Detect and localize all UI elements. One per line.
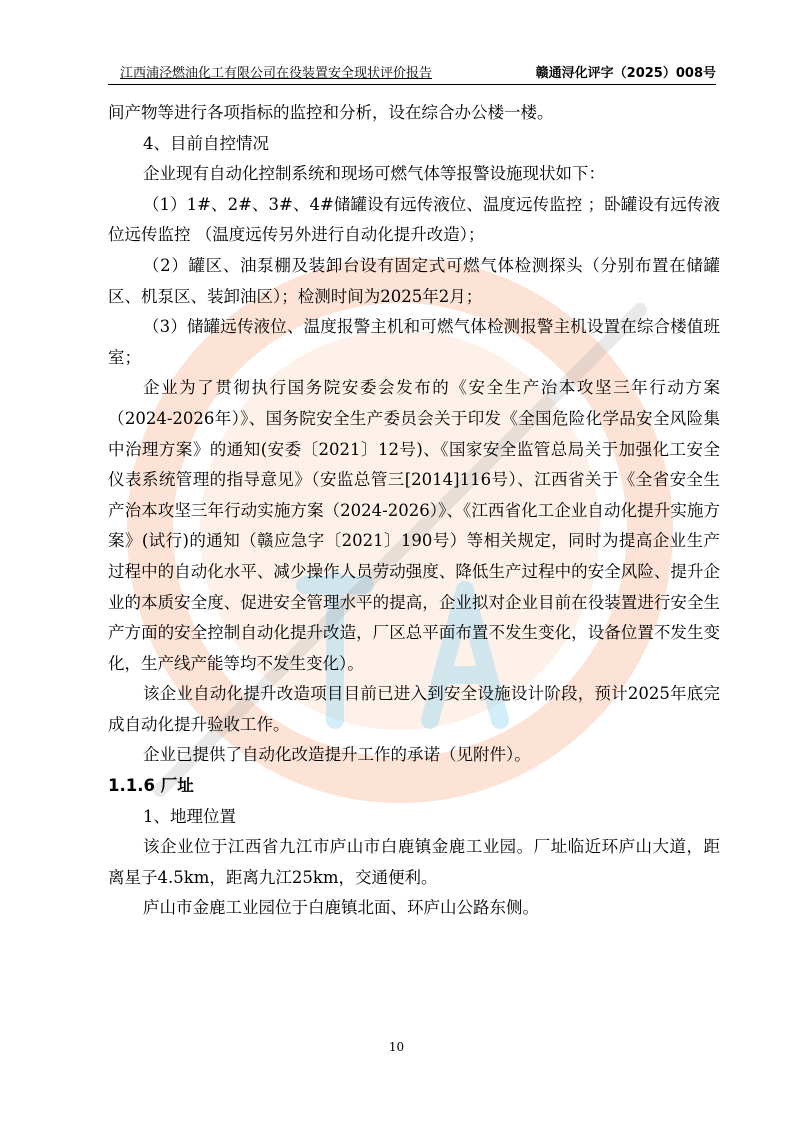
list-item-3: （3）储罐远传液位、温度报警主机和可燃气体检测报警主机设置在综合楼值班室；	[108, 317, 720, 367]
page-header	[108, 64, 716, 85]
paragraph-industrial-park: 庐山市金鹿工业园位于白鹿镇北面、环庐山公路东侧。	[143, 898, 539, 918]
paragraph-regulations: 企业为了贯彻执行国务院安委会发布的《安全生产治本攻坚三年行动方案（2024-2026年）》、国务院安全生产委员会关于印发《全国危险化学品安全风险集中治理方案》的通知(安委〔2021〕12号)、《国家安全监管总局关于加强化工安全仪表系统管理的指导意见》（安监总管三[2014]116号）、江西省关于《全省安全生产治本攻坚三年行动实施方案（2024-2026）》、《江西省化工企业自动化提升实施方案》(试行)的通知（赣应急字〔2021〕190号）等相关规定，同时为提高企业生产过程中的自动化水平、减少操作人员劳动强度、降低生产过程中的安全风险、提升企业的本质安全度、促进安全管理水平的提高，企业拟对企业目前在役装置进行安全生产方面的安全控制自动化提升改造，厂区总平面布置不发生变化，设备位置不发生变化，生产线产能等均不发生变化）。	[108, 378, 720, 673]
subheading-location: 1、地理位置	[143, 806, 236, 826]
paragraph-intro: 企业现有自动化控制系统和现场可燃气体等报警设施现状如下：	[143, 164, 605, 184]
paragraph-location: 该企业位于江西省九江市庐山市白鹿镇金鹿工业园。厂址临近环庐山大道，距离星子4.5km，距离九江25km，交通便利。	[108, 837, 720, 887]
list-item-1: （1）1#、2#、3#、4#储罐设有远传液位、温度远传监控 ；卧罐设有远传液位远传监控 （温度远传另外进行自动化提升改造）；	[108, 194, 720, 245]
list-item-2: （2）罐区、油泵棚及装卸台设有固定式可燃气体检测探头（分别布置在储罐区、机泵区、装卸油区）；检测时间为2025年2月；	[108, 255, 720, 306]
header-report-number: 赣通浔化评字（2025）008号	[535, 66, 716, 81]
paragraph-commitment: 企业已提供了自动化改造提升工作的承诺（见附件）。	[143, 745, 531, 765]
section-heading: 1.1.6 厂址	[108, 776, 194, 796]
page-number: 10	[388, 1040, 405, 1054]
document-body	[108, 98, 720, 924]
header-report-title: 江西浦泾燃油化工有限公司在役装置安全现状评价报告	[120, 66, 433, 81]
paragraph-project-status: 该企业自动化提升改造项目目前已进入到安全设施设计阶段，预计2025年底完成自动化提升验收工作。	[108, 684, 720, 734]
paragraph-continuation: 间产物等进行各项指标的监控和分析，设在综合办公楼一楼。	[108, 103, 554, 122]
subheading-autocontrol: 4、目前自控情况	[143, 133, 269, 153]
